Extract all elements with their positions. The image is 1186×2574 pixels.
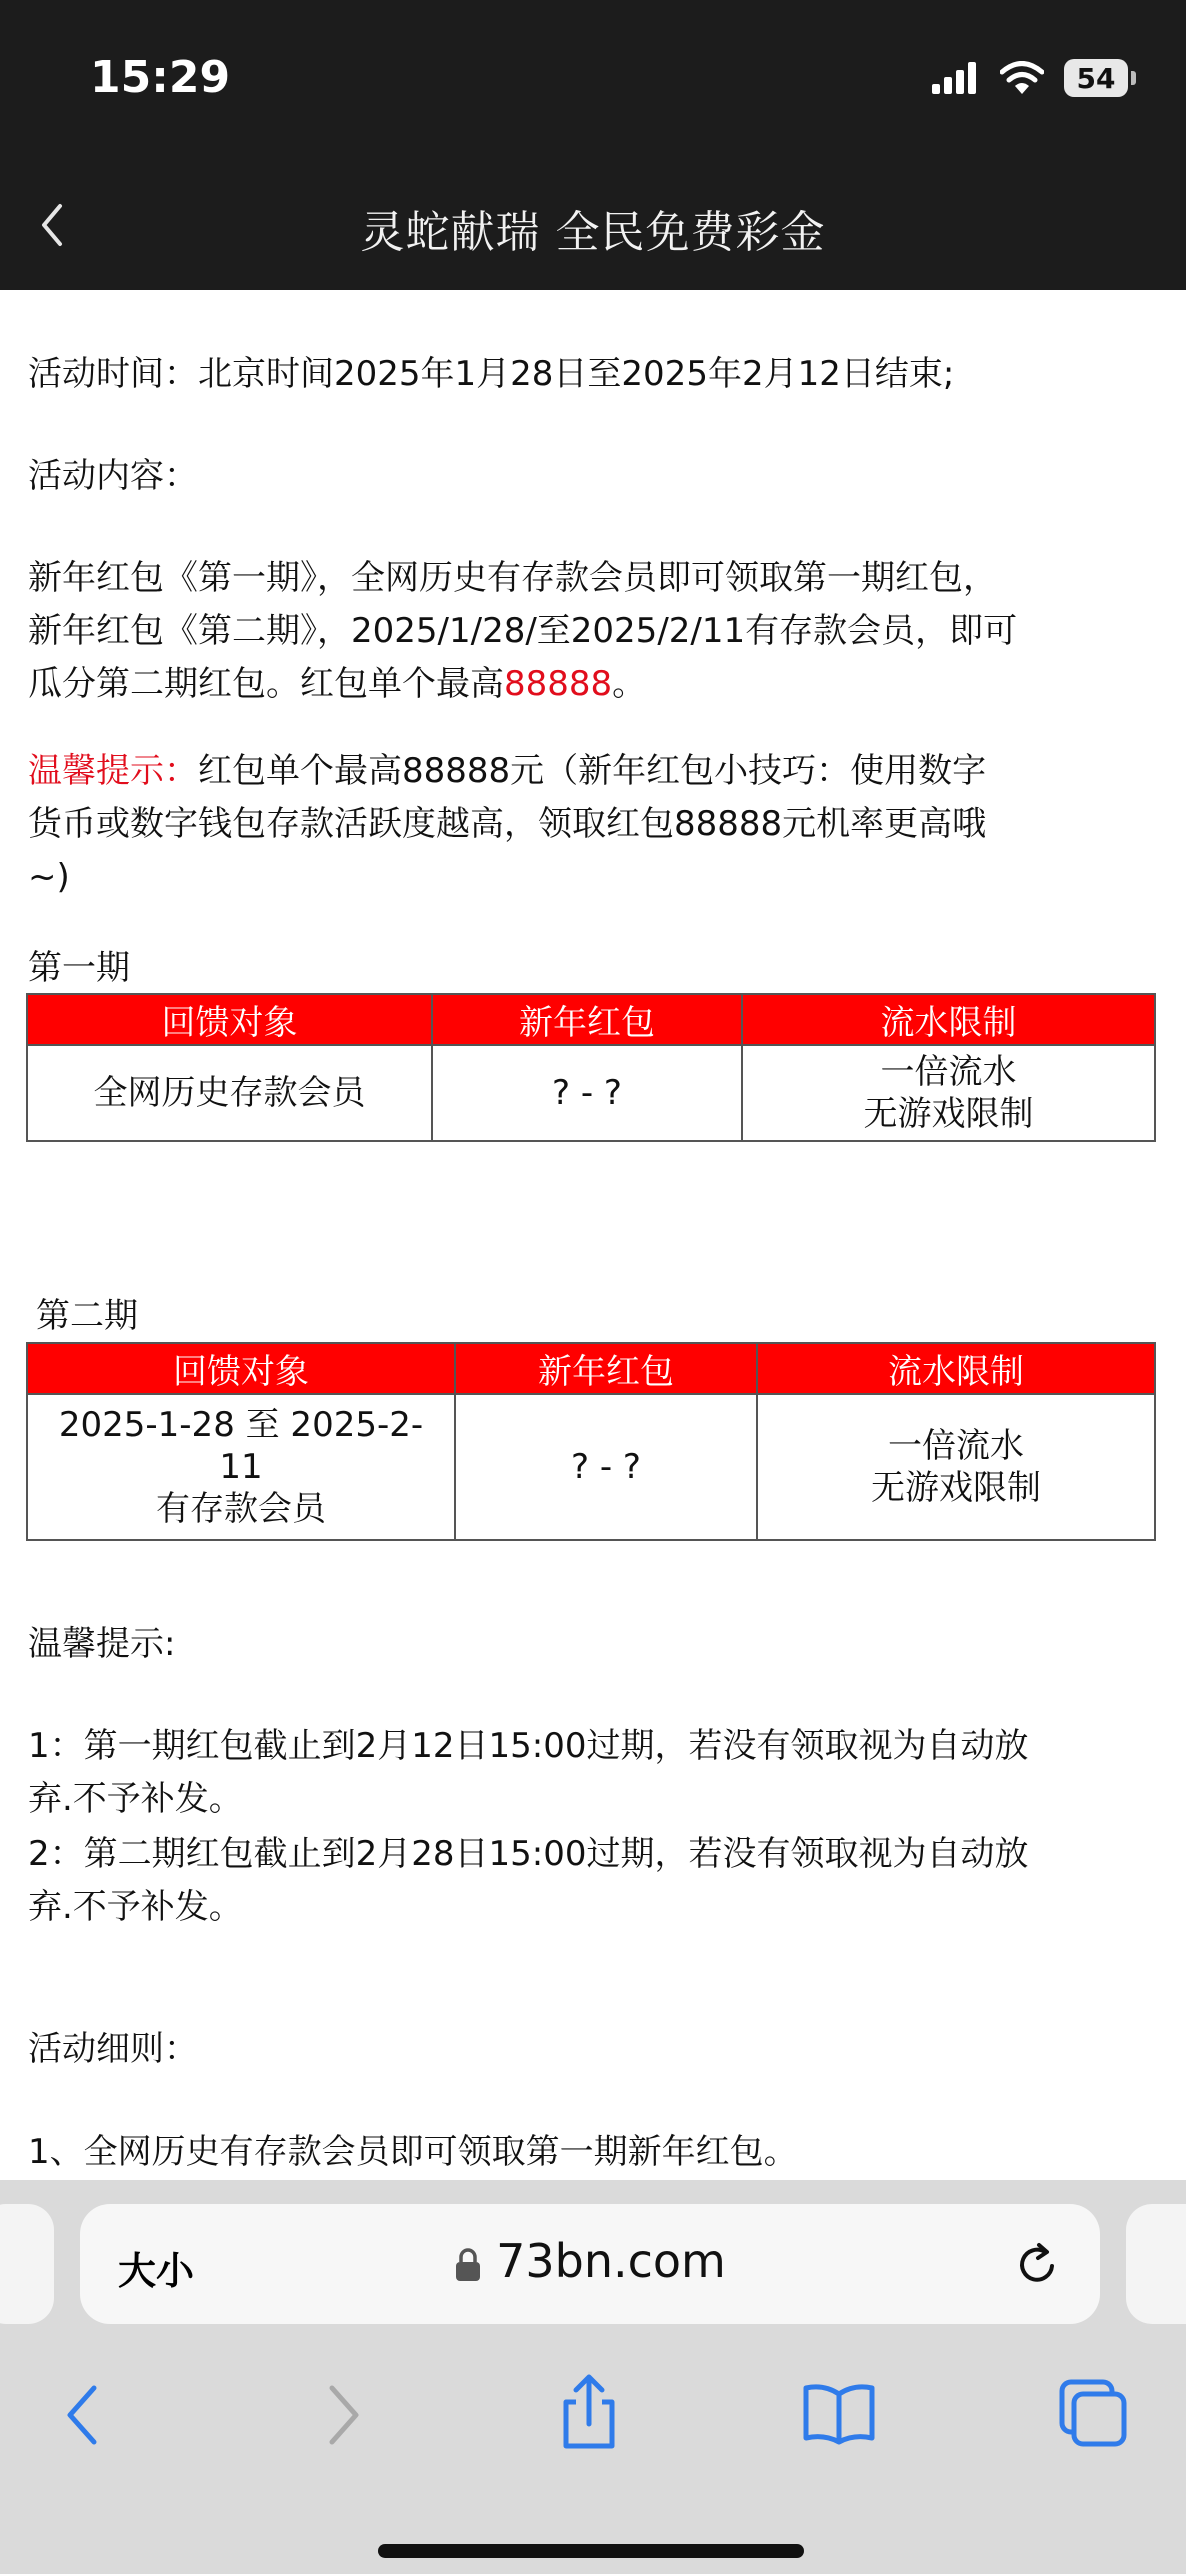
target-cell <box>27 1394 455 1540</box>
previous-tab-preview[interactable] <box>0 2204 54 2324</box>
limit-line: 一倍流水 <box>888 1426 1024 1466</box>
max-amount-highlight: 88888 <box>504 664 613 704</box>
bookmarks-icon[interactable] <box>800 2380 878 2446</box>
table-header-row <box>27 994 1155 1045</box>
tip-line: ~) <box>28 857 70 897</box>
target-line: 11 <box>219 1447 263 1487</box>
notice-line: 弃.不予补发。 <box>28 1779 243 1819</box>
bonus-cell: ? - ? <box>432 1045 742 1141</box>
description-text: 。 <box>612 664 647 704</box>
address-bar[interactable] <box>80 2204 1100 2324</box>
notice-line: 1：第一期红包截止到2月12日15:00过期，若没有领取视为自动放 <box>28 1726 1029 1766</box>
article-content <box>0 290 1186 2180</box>
home-indicator <box>378 2544 804 2558</box>
tip-line: 货币或数字钱包存款活跃度越高，领取红包88888元机率更高哦 <box>28 804 987 844</box>
browser-toolbar <box>0 2180 1186 2574</box>
forward-icon[interactable] <box>318 2380 368 2450</box>
status-time: 15:29 <box>90 52 231 103</box>
column-header: 新年红包 <box>432 994 742 1045</box>
activity-content-label: 活动内容： <box>28 456 198 496</box>
table-header-row <box>27 1343 1155 1394</box>
target-cell: 全网历史存款会员 <box>27 1045 432 1141</box>
column-header: 流水限制 <box>757 1343 1155 1394</box>
column-header: 回馈对象 <box>27 994 432 1045</box>
tip-line <box>28 745 986 798</box>
lock-icon <box>454 2247 482 2283</box>
description-line: 新年红包《第一期》，全网历史有存款会员即可领取第一期红包， <box>28 558 997 598</box>
column-header: 流水限制 <box>742 994 1155 1045</box>
notice-line: 弃.不予补发。 <box>28 1887 243 1927</box>
url-text: 73bn.com <box>496 2234 726 2288</box>
nav-bar <box>0 160 1186 290</box>
column-header: 新年红包 <box>455 1343 757 1394</box>
tabs-icon[interactable] <box>1056 2376 1130 2450</box>
text-size-button[interactable]: 大小 <box>118 2249 195 2293</box>
rule-item: 1、全网历史有存款会员即可领取第一期新年红包。 <box>28 2132 798 2172</box>
status-bar <box>0 0 1186 160</box>
target-line: 有存款会员 <box>156 1489 326 1529</box>
bonus-cell: ? - ? <box>455 1394 757 1540</box>
target-line: 2025-1-28 至 2025-2- <box>58 1405 424 1445</box>
limit-line: 无游戏限制 <box>863 1094 1034 1134</box>
cellular-signal-icon <box>932 62 980 94</box>
description-text: 瓜分第二期红包。红包单个最高 <box>28 664 504 704</box>
reload-icon[interactable] <box>1012 2238 1062 2290</box>
phase1-label: 第一期 <box>28 948 130 988</box>
limit-line: 无游戏限制 <box>871 1468 1041 1508</box>
tip-text: 红包单个最高88888元（新年红包小技巧：使用数字 <box>198 751 987 791</box>
share-icon[interactable] <box>556 2372 622 2452</box>
status-icons <box>932 58 1128 98</box>
notice-label: 温馨提示: <box>28 1624 176 1664</box>
table-row <box>27 1045 1155 1141</box>
limit-line: 一倍流水 <box>880 1052 1017 1092</box>
table-row <box>27 1394 1155 1540</box>
description-line: 新年红包《第二期》，2025/1/28/至2025/2/11有存款会员，即可 <box>28 611 1018 651</box>
wifi-icon <box>1000 61 1044 95</box>
phase2-table <box>26 1342 1156 1541</box>
column-header: 回馈对象 <box>27 1343 455 1394</box>
page-title: 灵蛇献瑞 全民免费彩金 <box>360 207 826 258</box>
battery-icon: 54 <box>1064 59 1128 97</box>
activity-time: 活动时间：北京时间2025年1月28日至2025年2月12日结束; <box>28 354 955 394</box>
phase2-label: 第二期 <box>36 1296 138 1336</box>
tip-label: 温馨提示： <box>28 751 198 791</box>
next-tab-preview[interactable] <box>1126 2204 1186 2324</box>
limit-cell <box>757 1394 1155 1540</box>
phase1-table <box>26 993 1156 1142</box>
limit-cell <box>742 1045 1155 1141</box>
url-display[interactable] <box>80 2234 1100 2288</box>
back-icon[interactable] <box>58 2380 108 2450</box>
notice-line: 2：第二期红包截止到2月28日15:00过期，若没有领取视为自动放 <box>28 1834 1029 1874</box>
rules-label: 活动细则： <box>28 2029 198 2069</box>
description-line <box>28 658 646 711</box>
